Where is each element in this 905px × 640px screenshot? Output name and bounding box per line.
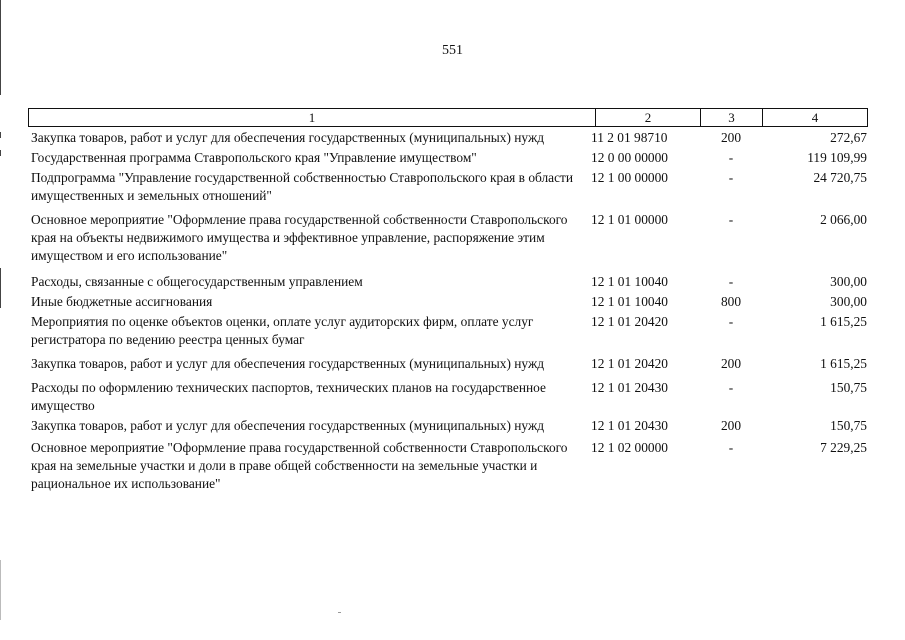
row-sum: 150,75 <box>830 418 867 433</box>
row-sum: 119 109,99 <box>807 150 867 165</box>
row-sum: 300,00 <box>830 274 867 289</box>
row-code: 12 1 01 20420 <box>591 314 668 329</box>
row-sum: 2 066,00 <box>820 212 867 227</box>
row-type: 200 <box>720 356 742 371</box>
table-row <box>31 379 871 415</box>
row-name: Иные бюджетные ассигнования <box>31 294 213 309</box>
row-sum: 150,75 <box>830 380 867 395</box>
row-name: Основное мероприятие "Оформление права государственной собственности Ставропольского края на земельные участки и доли в праве общей собственности на земельные участки и рациональное их использование" <box>31 440 568 491</box>
row-name: Основное мероприятие "Оформление права государственной собственности Ставропольского края на объекты недвижимого имущества и эффективное управление, распоряжение этим имуществом и его использование" <box>31 212 568 263</box>
page-number: 551 <box>442 43 463 58</box>
scan-margin-tick <box>0 132 1 138</box>
row-sum: 300,00 <box>830 294 867 309</box>
row-code: 12 1 01 20430 <box>591 418 668 433</box>
row-type: - <box>728 380 734 395</box>
row-code: 12 1 01 20430 <box>591 380 668 395</box>
table-row <box>31 211 871 265</box>
table-row <box>31 273 871 291</box>
table-row <box>31 439 871 493</box>
row-type: - <box>728 314 734 329</box>
table-row <box>31 313 871 349</box>
row-sum: 24 720,75 <box>813 170 867 185</box>
row-code: 11 2 01 98710 <box>591 130 668 145</box>
table-row <box>31 149 871 167</box>
table-row <box>31 293 871 311</box>
row-sum: 1 615,25 <box>820 356 867 371</box>
row-code: 12 1 02 00000 <box>591 440 668 455</box>
row-name: Закупка товаров, работ и услуг для обеспечения государственных (муниципальных) нужд <box>31 356 545 371</box>
row-type: 200 <box>720 418 742 433</box>
row-type: - <box>728 150 734 165</box>
row-type: - <box>728 440 734 455</box>
row-type: 800 <box>720 294 742 309</box>
row-name: Расходы по оформлению технических паспортов, технических планов на государственное имущество <box>31 380 546 413</box>
table-row <box>31 169 871 205</box>
scan-margin-tick <box>0 560 1 620</box>
row-code: 12 1 01 00000 <box>591 212 668 227</box>
table-row <box>31 355 871 373</box>
row-sum: 272,67 <box>830 130 867 145</box>
row-sum: 7 229,25 <box>820 440 867 455</box>
row-type: - <box>728 212 734 227</box>
header-col-2: 2 <box>596 109 701 126</box>
scan-margin-tick <box>0 268 1 308</box>
scan-margin-tick <box>0 150 1 156</box>
row-code: 12 1 00 00000 <box>591 170 668 185</box>
row-type: - <box>728 170 734 185</box>
row-code: 12 1 01 10040 <box>591 274 668 289</box>
row-code: 12 0 00 00000 <box>591 150 668 165</box>
row-name: Закупка товаров, работ и услуг для обеспечения государственных (муниципальных) нужд <box>31 418 545 433</box>
row-code: 12 1 01 10040 <box>591 294 668 309</box>
row-name: Закупка товаров, работ и услуг для обеспечения государственных (муниципальных) нужд <box>31 130 545 145</box>
row-name: Подпрограмма "Управление государственной собственностью Ставропольского края в области имущественных и земельных отношений" <box>31 170 574 203</box>
table-header <box>28 108 868 127</box>
header-col-4: 4 <box>811 110 819 125</box>
table-row <box>31 129 871 147</box>
budget-table-body <box>31 129 871 493</box>
row-name: Государственная программа Ставропольского края "Управление имуществом" <box>31 150 477 165</box>
scan-speck <box>338 612 341 613</box>
row-name: Мероприятия по оценке объектов оценки, оплате услуг аудиторских фирм, оплате услуг регистратора по ведению реестра ценных бумаг <box>31 314 534 347</box>
row-type: - <box>728 274 734 289</box>
header-col-3: 3 <box>701 109 763 126</box>
row-type: 200 <box>720 130 742 145</box>
row-name: Расходы, связанные с общегосударственным управлением <box>31 274 363 289</box>
header-col-1: 1 <box>29 109 596 126</box>
table-row <box>31 417 871 435</box>
row-sum: 1 615,25 <box>820 314 867 329</box>
row-code: 12 1 01 20420 <box>591 356 668 371</box>
